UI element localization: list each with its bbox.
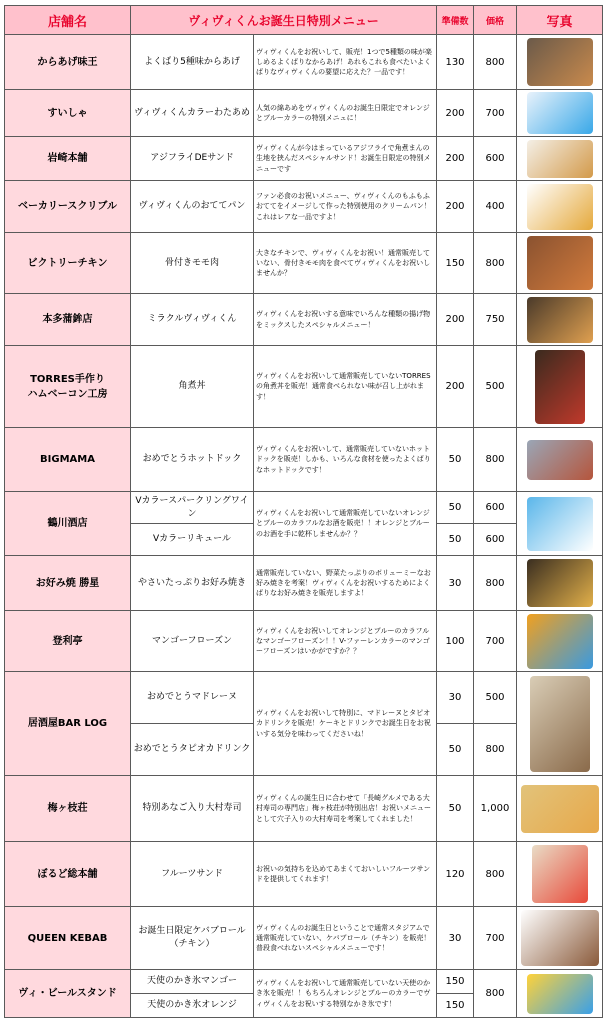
food-photo — [527, 38, 593, 86]
food-photo — [527, 614, 593, 669]
item-description: ヴィヴィくんをお祝いする意味でいろんな種類の揚げ物をミックスしたスペシャルメニュー！ — [254, 294, 437, 346]
price: 500 — [474, 346, 517, 428]
food-photo — [527, 184, 593, 230]
item-description: ヴィヴィくんをお祝いしてオレンジとブルーのカラフルなマンゴーフローズン！！V-ファーレンカラーのマンゴーフローズンはいかがですか？？ — [254, 611, 437, 672]
header-row — [5, 6, 603, 35]
food-photo — [530, 676, 590, 772]
table-row — [5, 492, 603, 524]
shop-name: 岩崎本舗 — [5, 137, 131, 181]
item-description: 通常販売していない、野菜たっぷりのボリューミーなお好み焼きを考案！ヴィヴィくんをお祝いするためによくばりなお好み焼きを販売しますよ！ — [254, 556, 437, 611]
item-description: ヴィヴィくんをお祝いして、販売！1つで5種類の味が楽しめるよくばりなからあげ！あれもこれも食べたいよくばりなヴィヴィくんの要望に応えた？一品です！ — [254, 35, 437, 90]
item-description: ヴィヴィくんの誕生日に合わせて「長崎グルメである大村寿司の専門店」梅ヶ枝荘が特別出店！お祝いメニューとして穴子入りの大村寿司を考案してくれました！ — [254, 776, 437, 842]
prep-count: 50 — [437, 492, 474, 524]
item-name: 天使のかき氷マンゴー — [131, 970, 254, 994]
prep-count: 200 — [437, 181, 474, 233]
shop-name: QUEEN KEBAB — [5, 907, 131, 970]
item-description: お祝いの気持ちを込めてあまくておいしいフルーツサンドを提供してくれます！ — [254, 842, 437, 907]
price: 800 — [474, 556, 517, 611]
food-photo — [527, 497, 593, 551]
prep-count: 50 — [437, 428, 474, 492]
item-description: ヴィヴィくんをお祝いして特別に、マドレーヌとタピオカドリンクを販売！ケーキとドリンクでお誕生日をお祝いする気分を味わってくださいね！ — [254, 672, 437, 776]
shop-name: 本多蒲鉾店 — [5, 294, 131, 346]
item-name: Vカラースパークリングワイン — [131, 492, 254, 524]
food-photo — [527, 440, 593, 480]
shop-name: 梅ヶ枝荘 — [5, 776, 131, 842]
shop-name: すいしゃ — [5, 90, 131, 137]
table-row — [5, 90, 603, 137]
prep-count: 200 — [437, 90, 474, 137]
price: 800 — [474, 35, 517, 90]
item-name: おめでとうマドレーヌ — [131, 672, 254, 724]
price: 700 — [474, 611, 517, 672]
price: 800 — [474, 970, 517, 1018]
item-description: ヴィヴィくんをお祝いして、通常販売していないホットドックを販売！しかも、いろんな食材を使ったよくばりなホットドックです！ — [254, 428, 437, 492]
shop-name: ヴィ・ビールスタンド — [5, 970, 131, 1018]
item-name: よくばり5種味からあげ — [131, 35, 254, 90]
shop-name: ぼるど総本舗 — [5, 842, 131, 907]
table-row — [5, 842, 603, 907]
prep-count: 200 — [437, 346, 474, 428]
item-description: 人気の綿あめをヴィヴィくんのお誕生日限定でオレンジとブルーカラーの特別メニュに！ — [254, 90, 437, 137]
food-photo — [527, 297, 593, 343]
item-description: ファン必食のお祝いメニュー、ヴィヴィくんのもふもふおててをイメージして作った特別使用のクリームパン！これはレアな一品ですよ！ — [254, 181, 437, 233]
food-photo — [527, 92, 593, 134]
item-description: ヴィヴィくんをお祝いして通常販売していないTORRESの角煮丼を販売！通常食べられない味が召し上がれます！ — [254, 346, 437, 428]
shop-name: ビクトリーチキン — [5, 233, 131, 294]
prep-count: 200 — [437, 294, 474, 346]
item-name: おめでとうホットドック — [131, 428, 254, 492]
price: 600 — [474, 524, 517, 556]
shop-name: 居酒屋BAR LOG — [5, 672, 131, 776]
shop-name: ベーカリースクリブル — [5, 181, 131, 233]
item-description: ヴィヴィくんが今はまっているアジフライで角煮まんの生地を挟んだスペシャルサンド！お誕生日限定の特別メニューです — [254, 137, 437, 181]
prep-count: 50 — [437, 724, 474, 776]
prep-count: 150 — [437, 970, 474, 994]
table-row — [5, 907, 603, 970]
prep-count: 200 — [437, 137, 474, 181]
header-shop: 店舗名 — [5, 6, 131, 35]
item-name: マンゴーフローズン — [131, 611, 254, 672]
prep-count: 30 — [437, 672, 474, 724]
item-description: ヴィヴィくんをお祝いして通常販売していないオレンジとブルーのカラフルなお酒を販売！！オレンジとブルーのお酒を手に乾杯しませんか？？ — [254, 492, 437, 556]
table-row — [5, 556, 603, 611]
item-name: ヴィヴィくんカラーわたあめ — [131, 90, 254, 137]
item-name: ミラクルヴィヴィくん — [131, 294, 254, 346]
item-name: フルーツサンド — [131, 842, 254, 907]
menu-table — [4, 5, 603, 1018]
item-name: お誕生日限定ケバブロール （チキン） — [131, 907, 254, 970]
prep-count: 30 — [437, 907, 474, 970]
prep-count: 150 — [437, 233, 474, 294]
menu-sheet — [4, 5, 602, 1019]
table-row — [5, 776, 603, 842]
header-title: ヴィヴィくんお誕生日特別メニュー — [131, 6, 437, 35]
table-row — [5, 137, 603, 181]
item-name: 特別あなご入り大村寿司 — [131, 776, 254, 842]
prep-count: 120 — [437, 842, 474, 907]
item-name: おめでとうタピオカドリンク — [131, 724, 254, 776]
food-photo — [521, 785, 599, 833]
table-row — [5, 970, 603, 994]
prep-count: 150 — [437, 994, 474, 1018]
price: 1,000 — [474, 776, 517, 842]
price: 800 — [474, 724, 517, 776]
food-photo — [532, 845, 588, 903]
header-price: 価格 — [474, 6, 517, 35]
price: 400 — [474, 181, 517, 233]
shop-name: TORRES手作り ハムベーコン工房 — [5, 346, 131, 428]
table-row — [5, 294, 603, 346]
prep-count: 50 — [437, 776, 474, 842]
price: 700 — [474, 907, 517, 970]
table-row — [5, 35, 603, 90]
prep-count: 100 — [437, 611, 474, 672]
price: 600 — [474, 137, 517, 181]
food-photo — [535, 350, 585, 424]
price: 700 — [474, 90, 517, 137]
table-row — [5, 233, 603, 294]
price: 600 — [474, 492, 517, 524]
price: 750 — [474, 294, 517, 346]
item-description: 大きなチキンで、ヴィヴィくんをお祝い！通常販売していない、骨付きモモ肉を食べてヴィヴィくんをお祝いしませんか？ — [254, 233, 437, 294]
price: 800 — [474, 428, 517, 492]
item-name: 角煮丼 — [131, 346, 254, 428]
food-photo — [527, 140, 593, 178]
prep-count: 30 — [437, 556, 474, 611]
item-name: 骨付きモモ肉 — [131, 233, 254, 294]
shop-name: お好み焼 勝星 — [5, 556, 131, 611]
price: 500 — [474, 672, 517, 724]
table-row — [5, 428, 603, 492]
item-description: ヴィヴィくんのお誕生日ということで通常スタジアムで通常販売していない、ケバブロール（チキン）を販売！普段食べれないスペシャルメニューです！ — [254, 907, 437, 970]
food-photo — [521, 910, 599, 966]
prep-count: 130 — [437, 35, 474, 90]
food-photo — [527, 236, 593, 290]
item-name: やさいたっぷりお好み焼き — [131, 556, 254, 611]
item-name: アジフライDEサンド — [131, 137, 254, 181]
item-name: Vカラーリキュール — [131, 524, 254, 556]
item-name: 天使のかき氷オレンジ — [131, 994, 254, 1018]
item-description: ヴィヴィくんをお祝いして通常販売していない天使のかき氷を販売！！もちろんオレンジとブルーのカラーでヴィヴィくんをお祝いする特別なかき氷です！ — [254, 970, 437, 1018]
item-name: ヴィヴィくんのおててパン — [131, 181, 254, 233]
shop-name: BIGMAMA — [5, 428, 131, 492]
shop-name: からあげ味王 — [5, 35, 131, 90]
price: 800 — [474, 842, 517, 907]
price: 800 — [474, 233, 517, 294]
table-row — [5, 181, 603, 233]
shop-name: 登利亭 — [5, 611, 131, 672]
table-row — [5, 672, 603, 724]
food-photo — [527, 559, 593, 607]
header-photo: 写真 — [517, 6, 603, 35]
shop-name: 鶴川酒店 — [5, 492, 131, 556]
table-row — [5, 611, 603, 672]
header-count: 準備数 — [437, 6, 474, 35]
prep-count: 50 — [437, 524, 474, 556]
food-photo — [527, 974, 593, 1014]
table-row — [5, 346, 603, 428]
